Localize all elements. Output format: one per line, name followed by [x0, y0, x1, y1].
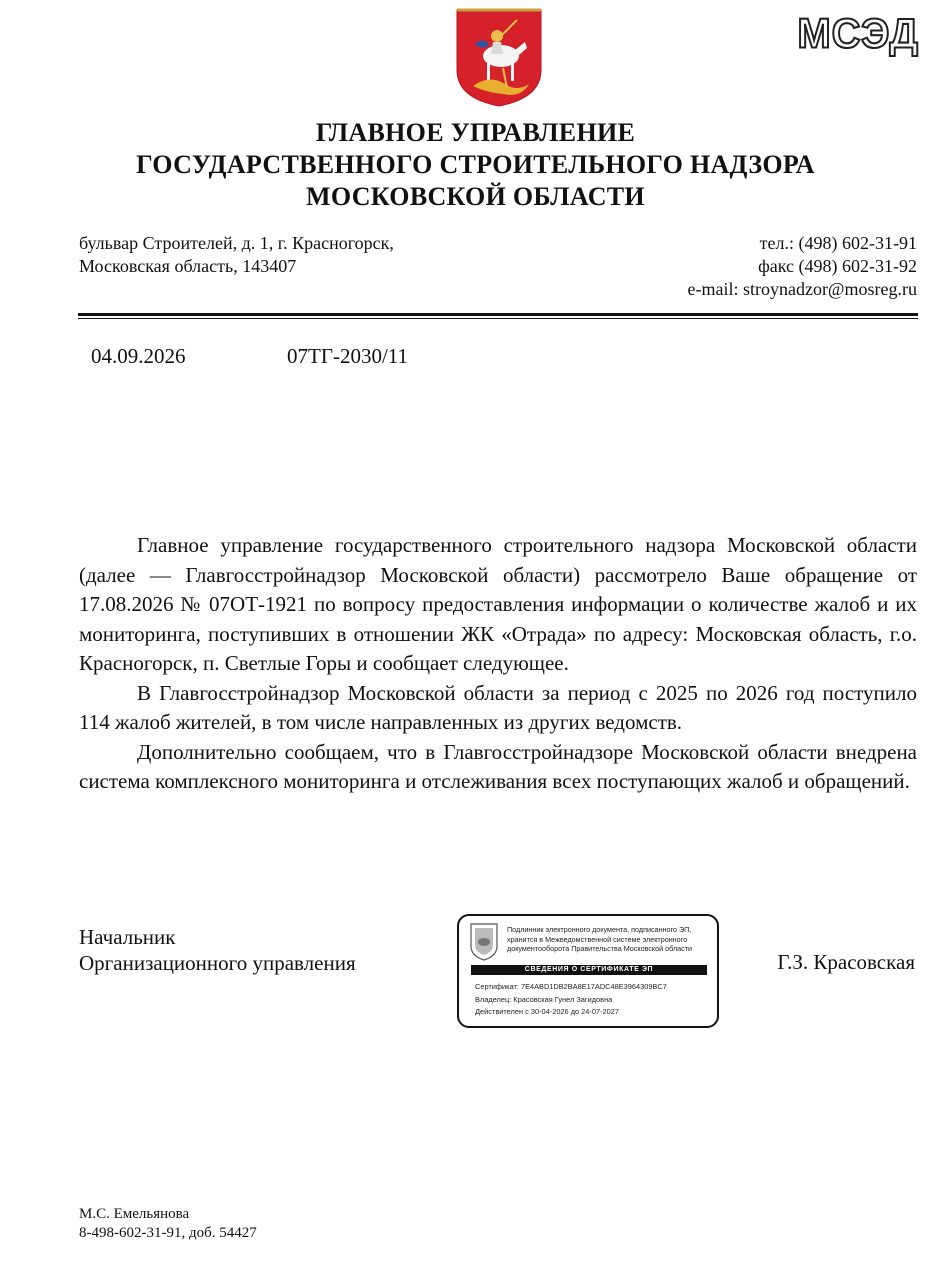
letter-body: [79, 531, 917, 797]
email: e-mail: stroynadzor@mosreg.ru: [687, 279, 917, 299]
signatory-title-line-1: Начальник: [79, 925, 176, 949]
signatory-title: [79, 924, 356, 976]
organization-line-3: МОСКОВСКОЙ ОБЛАСТИ: [306, 182, 645, 211]
body-paragraph-1: Главное управление государственного строительного надзора Московской области (далее — Главгосстройнадзор Московской области) рассмотрело Ваше обращение от 17.08.2026 № 07ОТ-1921 по вопросу предоставления информации о количестве жалоб и их мониторинга, поступивших в отношении ЖК «Отрада» по адресу: Московская область, г.о. Красногорск, п. Светлые Горы и сообщает следующее.: [79, 533, 917, 675]
phone: тел.: (498) 602-31-91: [759, 233, 917, 253]
signatory-title-line-2: Организационного управления: [79, 951, 356, 975]
address-line-1: бульвар Строителей, д. 1, г. Красногорск,: [79, 233, 394, 253]
signatory-name: Г.З. Красовская: [777, 950, 915, 974]
executor-block: [79, 1205, 257, 1243]
stamp-certificate-bar: СВЕДЕНИЯ О СЕРТИФИКАТЕ ЭП: [471, 965, 707, 975]
organization-line-2: ГОСУДАРСТВЕННОГО СТРОИТЕЛЬНОГО НАДЗОРА: [136, 150, 815, 179]
address-block: [79, 232, 394, 278]
stamp-header: [507, 925, 712, 954]
body-paragraph-2: В Главгосстройнадзор Московской области за период с 2025 по 2026 год поступило 114 жалоб жителей, в том числе направленных из других ведомств.: [79, 680, 917, 734]
organization-line-1: ГЛАВНОЕ УПРАВЛЕНИЕ: [315, 118, 636, 147]
contacts-block: [687, 232, 917, 301]
fax: факс (498) 602-31-92: [758, 256, 917, 276]
registration-number: 07ТГ-2030/11: [287, 344, 409, 368]
coat-of-arms-icon: [455, 8, 543, 108]
stamp-header-line-2: хранится в Межведомственной системе электронного: [507, 934, 688, 944]
executor-name: М.С. Емельянова: [79, 1206, 190, 1222]
executor-phone: 8-498-602-31-91, доб. 54427: [79, 1225, 257, 1241]
stamp-header-line-3: документооборота Правительства Московской области: [507, 944, 693, 953]
registration-date: 04.09.2026: [91, 344, 186, 368]
e-signature-stamp: [457, 914, 719, 1028]
stamp-validity: Действителен с 30-04-2026 до 24-07-2027: [475, 1007, 619, 1016]
stamp-owner: Владелец: Красовская Гунел Загидовна: [475, 995, 613, 1004]
header-divider-thick: [78, 313, 918, 316]
stamp-header-line-1: Подлинник электронного документа, подписанного ЭП,: [507, 925, 692, 934]
body-paragraph-3: Дополнительно сообщаем, что в Главгосстройнадзоре Московской области внедрена система комплексного мониторинга и отслеживания всех поступающих жалоб и обращений.: [79, 739, 917, 793]
msed-logo: МСЭД: [797, 10, 919, 58]
header-divider-thin: [78, 318, 918, 319]
address-line-2: Московская область, 143407: [79, 256, 297, 276]
stamp-emblem-icon: [469, 922, 499, 962]
stamp-certificate-id: Сертификат: 7E4ABD1DB2BA8E17ADC48E3964309BC7: [475, 982, 667, 991]
